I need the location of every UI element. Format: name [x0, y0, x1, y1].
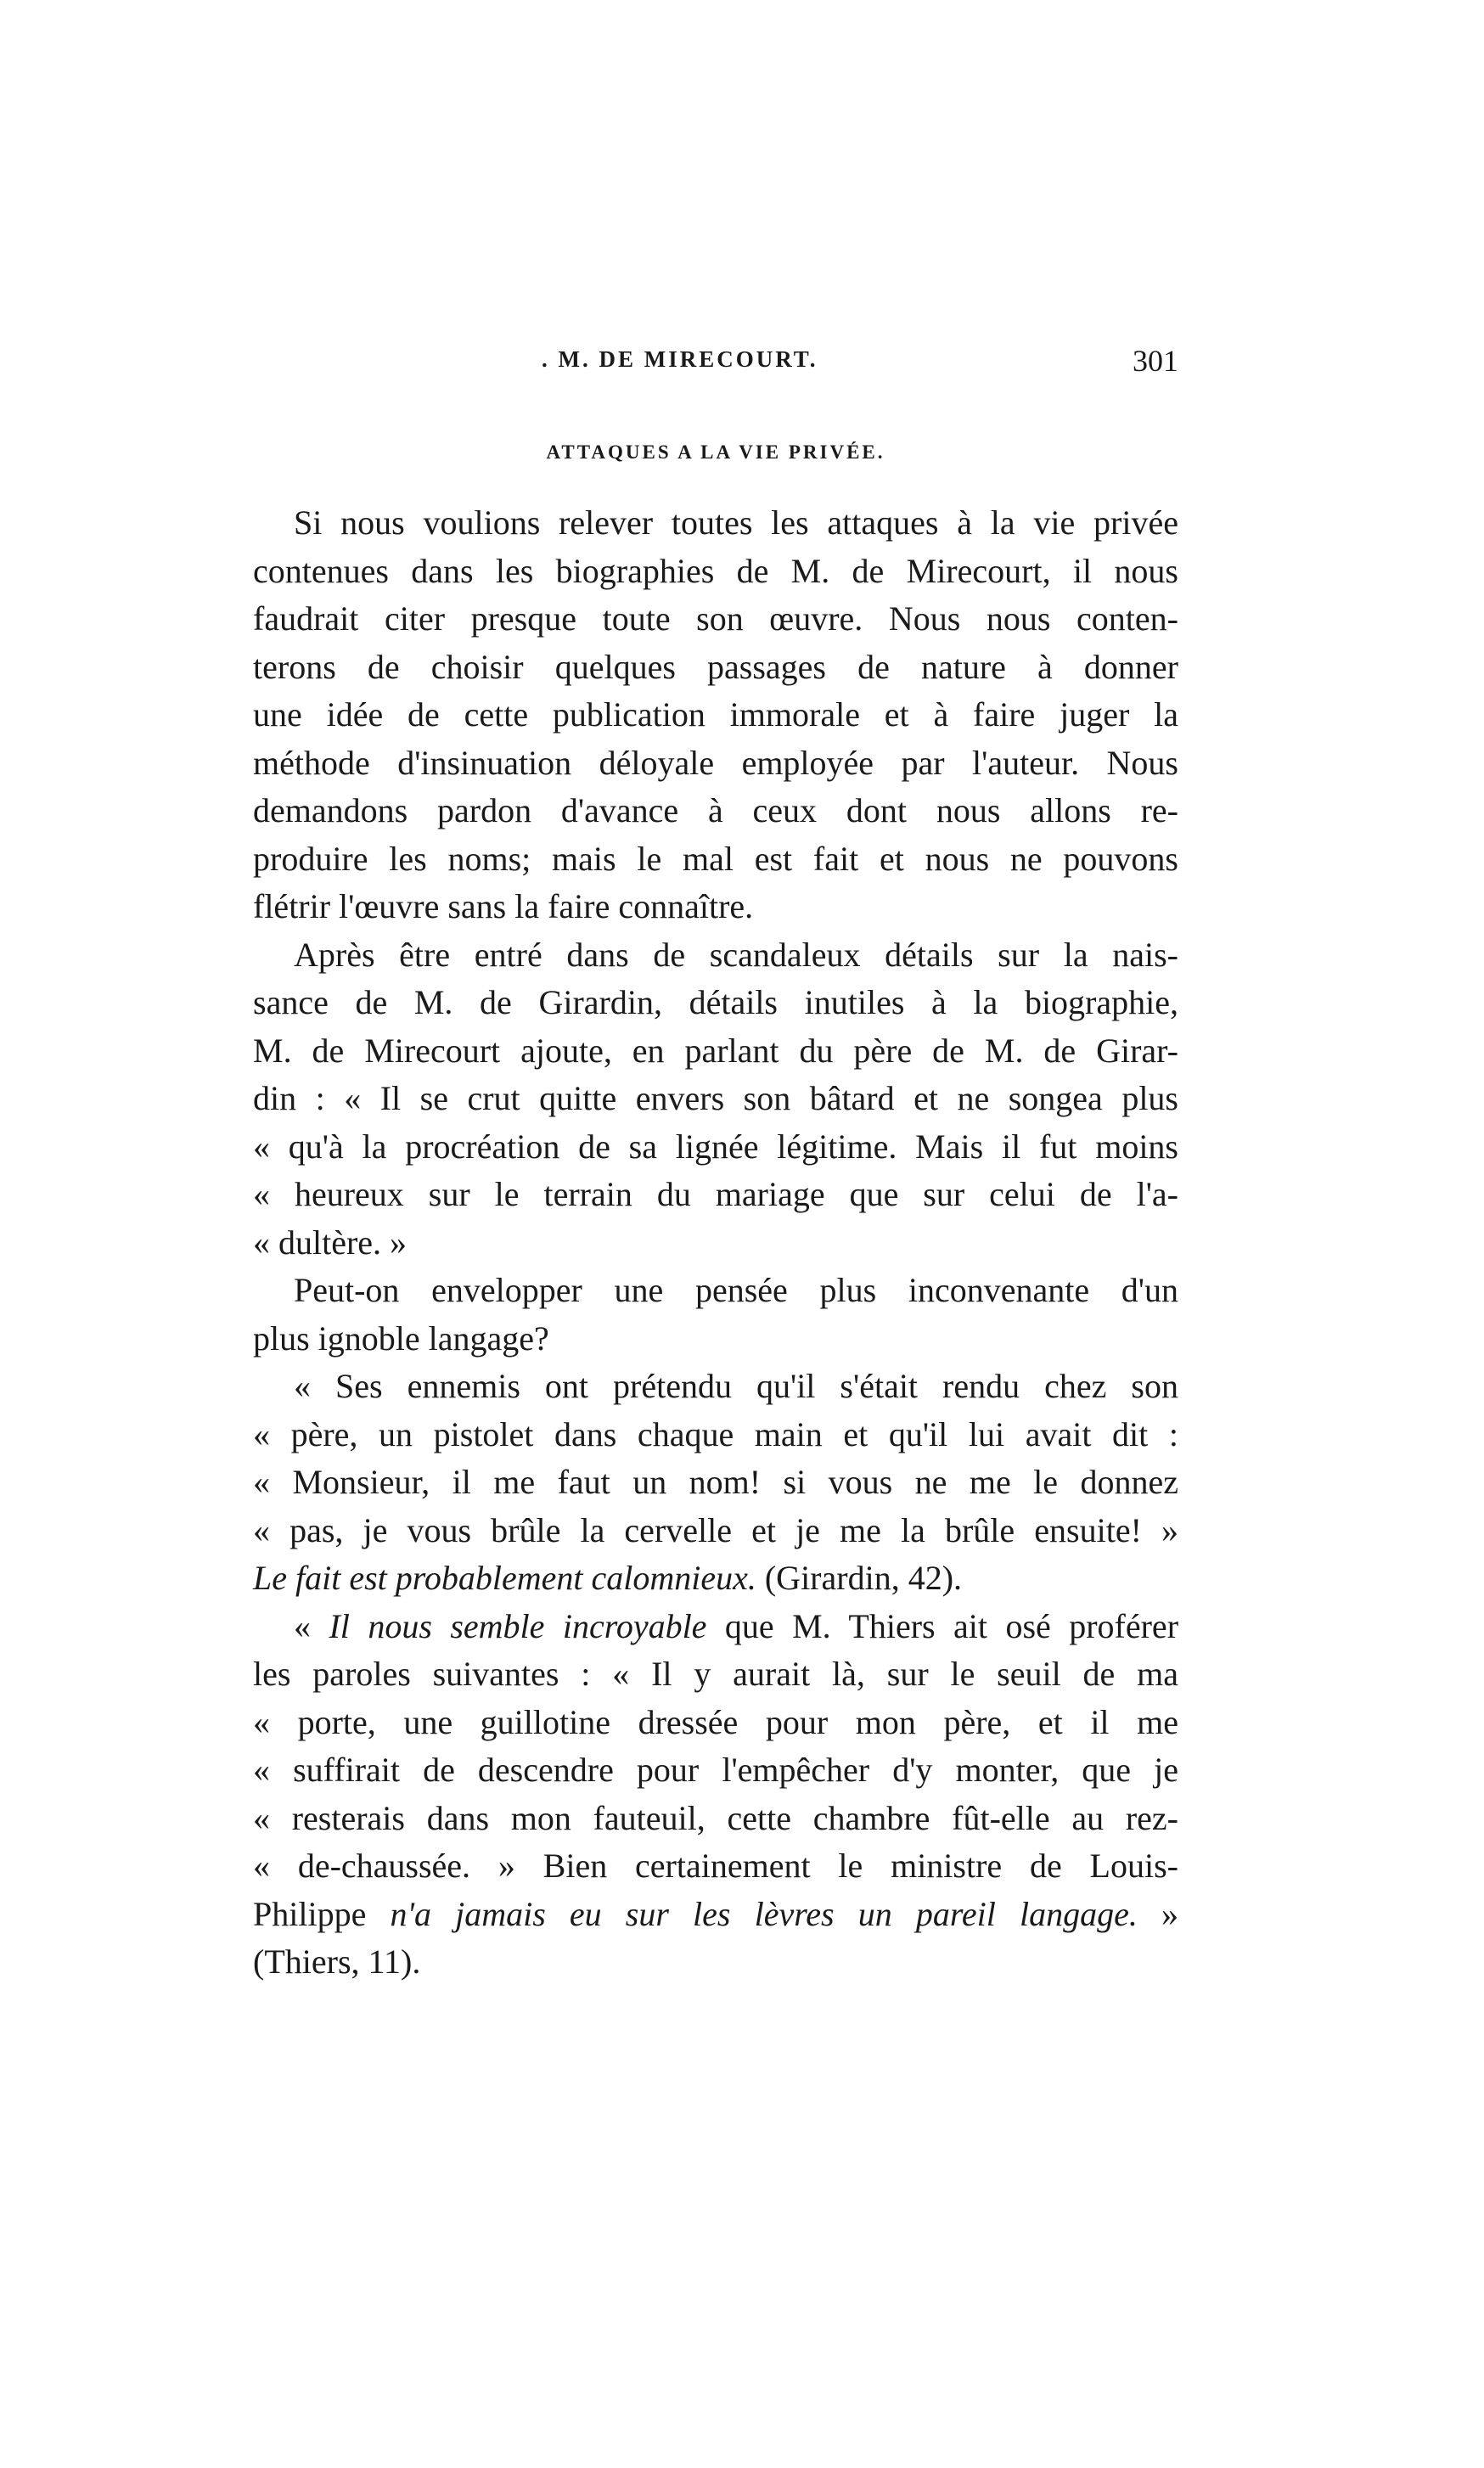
citation: (Thiers, 11).	[253, 1942, 421, 1981]
text-line: Si nous voulions relever toutes les attaques à la vie privée	[294, 503, 1178, 542]
open-quote: «	[294, 1606, 329, 1645]
text-line: Peut-on envelopper une pensée plus inconvenante d'un	[294, 1271, 1178, 1309]
paragraph-4	[253, 1363, 1178, 1603]
text-line: faudrait citer presque toute son œuvre. Nous nous conten-	[253, 599, 1178, 638]
text-line: sance de M. de Girardin, détails inutiles à la biographie,	[253, 983, 1178, 1021]
text-line: demandons pardon d'avance à ceux dont nous allons re-	[253, 791, 1178, 829]
section-heading: ATTAQUES A LA VIE PRIVÉE.	[546, 441, 885, 463]
body-text	[253, 499, 1178, 1987]
text-line: « qu'à la procréation de sa lignée légitime. Mais il fut moins	[253, 1127, 1178, 1166]
text-line: Après être entré dans de scandaleux détails sur la nais-	[294, 935, 1178, 974]
text-line	[253, 1603, 1178, 1651]
text-line: « Monsieur, il me faut un nom! si vous ne me le donnez	[253, 1463, 1178, 1501]
text-line: « resterais dans mon fauteuil, cette chambre fût-elle au rez-	[253, 1798, 1178, 1837]
paragraph-3	[253, 1267, 1178, 1363]
running-title: . M. DE MIRECOURT.	[542, 346, 818, 372]
text-line: « heureux sur le terrain du mariage que sur celui de l'a-	[253, 1175, 1178, 1213]
text-line: « dultère. »	[253, 1223, 408, 1262]
paragraph-2	[253, 931, 1178, 1268]
italic-phrase: Il nous semble incroyable	[329, 1606, 707, 1645]
text-line	[253, 1891, 1178, 1939]
paragraph-1	[253, 499, 1178, 931]
text-line: « Ses ennemis ont prétendu qu'il s'était rendu chez son	[294, 1367, 1178, 1405]
text-line: « pas, je vous brûle la cervelle et je me la brûle ensuite! »	[253, 1510, 1178, 1549]
text-line: « de-chaussée. » Bien certainement le ministre de Louis-	[253, 1847, 1178, 1885]
italic-phrase: n'a jamais eu sur les lèvres un pareil langage.	[390, 1894, 1138, 1933]
text-line: « suffirait de descendre pour l'empêcher d'y monter, que je	[253, 1751, 1178, 1789]
text-line: M. de Mirecourt ajoute, en parlant du père de M. de Girar-	[253, 1031, 1178, 1070]
citation: (Girardin, 42).	[756, 1559, 963, 1597]
text-run: que M. Thiers ait osé proférer	[706, 1606, 1179, 1645]
paragraph-5	[253, 1603, 1178, 1987]
text-line: les paroles suivantes : « Il y aurait là, sur le seuil de ma	[253, 1655, 1178, 1693]
running-head	[253, 346, 1178, 387]
text-line: din : « Il se crut quitte envers son bâtard et ne songea plus	[253, 1079, 1178, 1117]
page-number: 301	[1133, 344, 1178, 378]
text-line: flétrir l'œuvre sans la faire connaître.	[253, 887, 754, 925]
text-line: contenues dans les biographies de M. de Mirecourt, il nous	[253, 551, 1178, 590]
close-quote: »	[1137, 1894, 1179, 1933]
text-line: « porte, une guillotine dressée pour mon père, et il me	[253, 1702, 1178, 1741]
text-line: une idée de cette publication immorale et à faire juger la	[253, 695, 1178, 734]
text-line: « père, un pistolet dans chaque main et qu'il lui avait dit :	[253, 1414, 1178, 1453]
italic-remark: Le fait est probablement calomnieux.	[253, 1559, 756, 1597]
text-run: Philippe	[253, 1894, 391, 1933]
text-line: produire les noms; mais le mal est fait et nous ne pouvons	[253, 839, 1178, 878]
text-line: plus ignoble langage?	[253, 1318, 549, 1358]
text-line	[253, 1554, 1178, 1603]
text-line: terons de choisir quelques passages de nature à donner	[253, 647, 1178, 686]
text-line: méthode d'insinuation déloyale employée par l'auteur. Nous	[253, 743, 1178, 782]
